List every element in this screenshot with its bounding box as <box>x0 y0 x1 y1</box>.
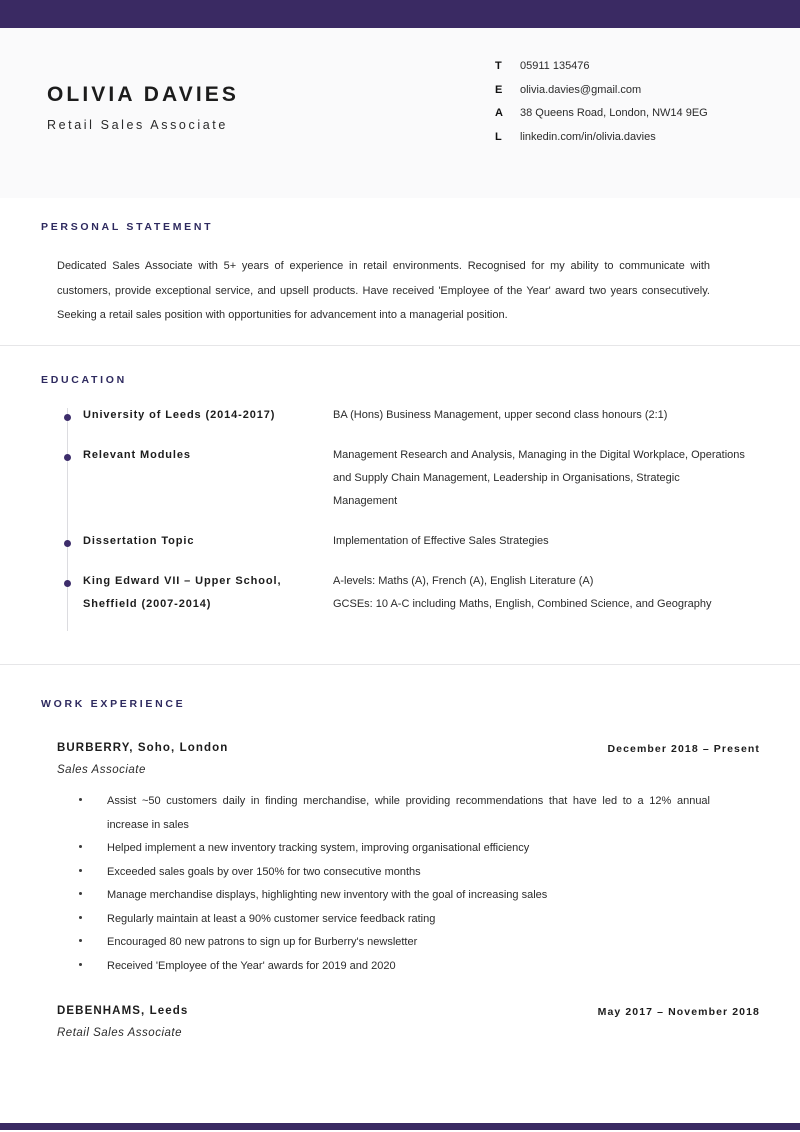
education-entry-detail <box>333 444 745 513</box>
work-bullet-text: Assist ~50 customers daily in finding merchandise, while providing recommendations that have led to a 12% annual increase in sales <box>107 795 710 831</box>
timeline-dot-icon <box>64 580 71 587</box>
bullet-dot-icon <box>79 798 82 801</box>
work-entry-header <box>0 1005 800 1024</box>
work-bullet-text: Regularly maintain at least a 90% customer service feedback rating <box>107 912 436 925</box>
bullet-dot-icon <box>79 869 82 872</box>
name-block <box>47 84 239 132</box>
bullet-dot-icon <box>79 963 82 966</box>
contact-row-linkedin <box>495 131 708 155</box>
education-list <box>0 404 800 633</box>
education-entry <box>0 444 800 513</box>
contact-block <box>495 60 708 154</box>
contact-row-email <box>495 84 708 108</box>
timeline-dot-icon <box>64 454 71 461</box>
bullet-dot-icon <box>79 845 82 848</box>
education-entry <box>0 530 800 553</box>
timeline-dot-icon <box>64 414 71 421</box>
contact-phone-value: 05911 135476 <box>520 60 590 72</box>
bullet-dot-icon <box>79 892 82 895</box>
section-heading-work-experience: WORK EXPERIENCE <box>41 698 186 710</box>
work-bullet-text: Received 'Employee of the Year' awards for 2019 and 2020 <box>107 959 396 972</box>
bullet-dot-icon <box>79 939 82 942</box>
education-entry-detail <box>333 570 745 616</box>
education-detail-line: BA (Hons) Business Management, upper second class honours (2:1) <box>333 409 668 421</box>
education-entry-label: King Edward VII – Upper School, Sheffield (2007-2014) <box>83 575 282 610</box>
contact-row-phone <box>495 60 708 84</box>
education-entry-detail <box>333 530 745 553</box>
work-bullet-text: Manage merchandise displays, highlighting new inventory with the goal of increasing sales <box>107 889 548 901</box>
page-title: OLIVIA DAVIES <box>47 83 239 106</box>
work-bullet-list <box>0 790 800 978</box>
work-role-title: Sales Associate <box>57 764 146 776</box>
work-bullet-item <box>0 931 800 955</box>
work-date-range: December 2018 – Present <box>607 743 760 755</box>
bullet-dot-icon <box>79 916 82 919</box>
work-date-range: May 2017 – November 2018 <box>597 1006 760 1018</box>
work-company-name: BURBERRY, Soho, London <box>57 742 229 754</box>
work-bullet-item <box>0 790 800 837</box>
work-entry-burberry <box>0 742 800 972</box>
work-bullet-text: Helped implement a new inventory tracking system, improving organisational efficiency <box>107 842 530 854</box>
education-detail-line: A-levels: Maths (A), French (A), English Literature (A) <box>333 575 594 587</box>
divider-after-education <box>0 664 800 665</box>
bottom-accent-bar <box>0 1123 800 1130</box>
work-role-title: Retail Sales Associate <box>57 1027 182 1039</box>
work-bullet-item <box>0 955 800 979</box>
education-detail-line: GCSEs: 10 A-C including Maths, English, Combined Science, and Geography <box>333 598 712 610</box>
linkedin-label-icon: L <box>495 130 502 143</box>
education-detail-line: Management Research and Analysis, Managing in the Digital Workplace, Operations and Supply Chain Management, Leadership in Organisations, Strategic Management <box>333 449 745 507</box>
education-entry-label: Dissertation Topic <box>83 535 195 547</box>
education-entry <box>0 570 800 616</box>
education-entry <box>0 404 800 427</box>
education-entry-label: Relevant Modules <box>83 449 191 461</box>
email-label-icon: E <box>495 83 503 96</box>
personal-statement-body: Dedicated Sales Associate with 5+ years of experience in retail environments. Recognised for my ability to communicate with customers, provide exceptional service, and upsell products. Have received 'Employee of the Year' award two years consecutively. Seeking a retail sales position with opportunities for advancement into a managerial position. <box>57 260 710 321</box>
phone-label-icon: T <box>495 60 502 72</box>
section-heading-personal-statement: PERSONAL STATEMENT <box>41 221 214 233</box>
education-entry-label: University of Leeds (2014-2017) <box>83 409 276 421</box>
work-bullet-item <box>0 884 800 908</box>
contact-linkedin-value[interactable]: linkedin.com/in/olivia.davies <box>520 130 656 143</box>
work-bullet-item <box>0 837 800 861</box>
divider-after-statement <box>0 345 800 346</box>
education-entry-detail <box>333 404 745 427</box>
work-company-name: DEBENHAMS, Leeds <box>57 1005 189 1017</box>
top-accent-bar <box>0 0 800 28</box>
contact-address-value: 38 Queens Road, London, NW14 9EG <box>520 107 708 119</box>
timeline-dot-icon <box>64 540 71 547</box>
section-heading-education: EDUCATION <box>41 374 127 386</box>
address-label-icon: A <box>495 107 503 119</box>
work-bullet-text: Exceeded sales goals by over 150% for two consecutive months <box>107 865 421 878</box>
work-entry-debenhams <box>0 1005 800 1039</box>
work-bullet-text: Encouraged 80 new patrons to sign up for Burberry's newsletter <box>107 936 418 948</box>
header-job-title: Retail Sales Associate <box>47 118 228 132</box>
work-entry-header <box>0 742 800 761</box>
education-detail-line: Implementation of Effective Sales Strategies <box>333 535 549 547</box>
contact-email-value[interactable]: olivia.davies@gmail.com <box>520 83 642 96</box>
work-bullet-item <box>0 861 800 885</box>
contact-row-address <box>495 107 708 131</box>
work-bullet-item <box>0 908 800 932</box>
